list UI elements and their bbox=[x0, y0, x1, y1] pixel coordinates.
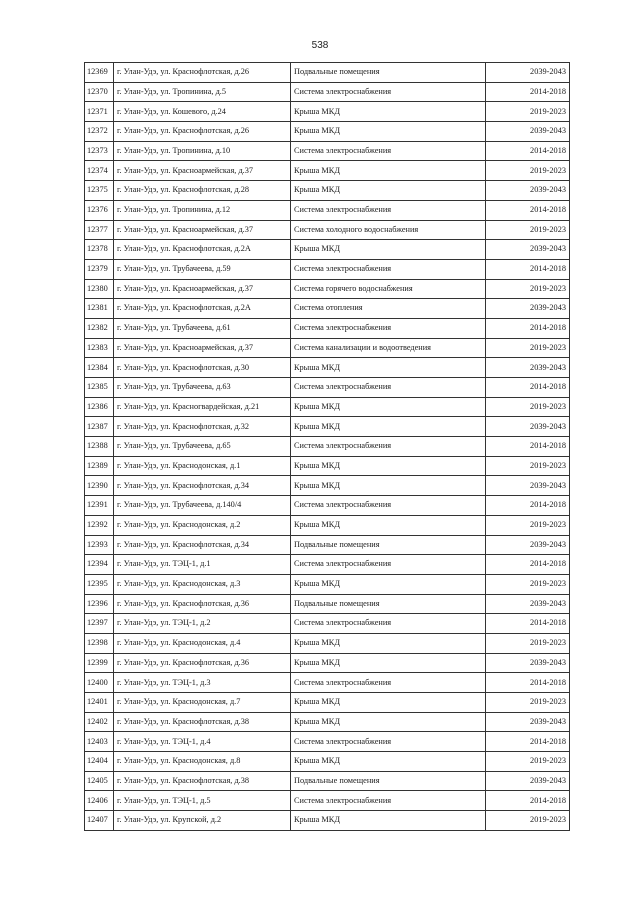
row-number-cell: 12402 bbox=[85, 712, 114, 732]
period-cell: 2039-2043 bbox=[486, 181, 570, 201]
period-cell: 2039-2043 bbox=[486, 63, 570, 83]
row-number-cell: 12374 bbox=[85, 161, 114, 181]
period-cell: 2039-2043 bbox=[486, 594, 570, 614]
table-row bbox=[85, 358, 570, 378]
work-type-cell: Подвальные помещения bbox=[291, 63, 486, 83]
table-row bbox=[85, 299, 570, 319]
table-row bbox=[85, 614, 570, 634]
work-type-cell: Подвальные помещения bbox=[291, 594, 486, 614]
address-cell: г. Улан-Удэ, ул. Краснодонская, д.7 bbox=[114, 693, 291, 713]
table-row bbox=[85, 82, 570, 102]
work-type-cell: Система электроснабжения bbox=[291, 791, 486, 811]
row-number-cell: 12384 bbox=[85, 358, 114, 378]
row-number-cell: 12387 bbox=[85, 417, 114, 437]
address-cell: г. Улан-Удэ, ул. Краснофлотская, д.34 bbox=[114, 535, 291, 555]
table-row bbox=[85, 141, 570, 161]
work-type-cell: Подвальные помещения bbox=[291, 535, 486, 555]
period-cell: 2039-2043 bbox=[486, 417, 570, 437]
address-cell: г. Улан-Удэ, ул. Краснодонская, д.2 bbox=[114, 515, 291, 535]
row-number-cell: 12377 bbox=[85, 220, 114, 240]
table-row bbox=[85, 633, 570, 653]
row-number-cell: 12382 bbox=[85, 318, 114, 338]
address-cell: г. Улан-Удэ, ул. ТЭЦ-1, д.5 bbox=[114, 791, 291, 811]
row-number-cell: 12403 bbox=[85, 732, 114, 752]
period-cell: 2014-2018 bbox=[486, 791, 570, 811]
address-cell: г. Улан-Удэ, ул. Крупской, д.2 bbox=[114, 811, 291, 831]
period-cell: 2039-2043 bbox=[486, 653, 570, 673]
address-cell: г. Улан-Удэ, ул. Трубачеева, д.63 bbox=[114, 378, 291, 398]
table-row bbox=[85, 712, 570, 732]
address-cell: г. Улан-Удэ, ул. ТЭЦ-1, д.1 bbox=[114, 555, 291, 575]
period-cell: 2014-2018 bbox=[486, 82, 570, 102]
work-type-cell: Крыша МКД bbox=[291, 122, 486, 142]
period-cell: 2019-2023 bbox=[486, 397, 570, 417]
row-number-cell: 12404 bbox=[85, 752, 114, 772]
row-number-cell: 12371 bbox=[85, 102, 114, 122]
period-cell: 2019-2023 bbox=[486, 811, 570, 831]
period-cell: 2014-2018 bbox=[486, 614, 570, 634]
period-cell: 2019-2023 bbox=[486, 279, 570, 299]
row-number-cell: 12405 bbox=[85, 771, 114, 791]
address-cell: г. Улан-Удэ, ул. Трубачеева, д.61 bbox=[114, 318, 291, 338]
table-row bbox=[85, 318, 570, 338]
address-cell: г. Улан-Удэ, ул. Краснофлотская, д.26 bbox=[114, 122, 291, 142]
address-cell: г. Улан-Удэ, ул. Трубачеева, д.65 bbox=[114, 437, 291, 457]
period-cell: 2014-2018 bbox=[486, 378, 570, 398]
row-number-cell: 12375 bbox=[85, 181, 114, 201]
work-type-cell: Крыша МКД bbox=[291, 161, 486, 181]
row-number-cell: 12390 bbox=[85, 476, 114, 496]
period-cell: 2014-2018 bbox=[486, 555, 570, 575]
address-cell: г. Улан-Удэ, ул. ТЭЦ-1, д.3 bbox=[114, 673, 291, 693]
address-cell: г. Улан-Удэ, ул. Тропинина, д.10 bbox=[114, 141, 291, 161]
work-type-cell: Крыша МКД bbox=[291, 712, 486, 732]
address-cell: г. Улан-Удэ, ул. Краснодонская, д.4 bbox=[114, 633, 291, 653]
table-row bbox=[85, 122, 570, 142]
period-cell: 2019-2023 bbox=[486, 633, 570, 653]
address-cell: г. Улан-Удэ, ул. Краснофлотская, д.32 bbox=[114, 417, 291, 437]
row-number-cell: 12385 bbox=[85, 378, 114, 398]
period-cell: 2039-2043 bbox=[486, 712, 570, 732]
row-number-cell: 12406 bbox=[85, 791, 114, 811]
table-row bbox=[85, 102, 570, 122]
row-number-cell: 12373 bbox=[85, 141, 114, 161]
address-cell: г. Улан-Удэ, ул. Краснофлотская, д.38 bbox=[114, 771, 291, 791]
period-cell: 2014-2018 bbox=[486, 259, 570, 279]
address-cell: г. Улан-Удэ, ул. Краснофлотская, д.2А bbox=[114, 240, 291, 260]
row-number-cell: 12391 bbox=[85, 496, 114, 516]
row-number-cell: 12407 bbox=[85, 811, 114, 831]
work-type-cell: Крыша МКД bbox=[291, 574, 486, 594]
address-cell: г. Улан-Удэ, ул. Краснофлотская, д.38 bbox=[114, 712, 291, 732]
address-cell: г. Улан-Удэ, ул. Красноармейская, д.37 bbox=[114, 220, 291, 240]
work-type-cell: Крыша МКД bbox=[291, 240, 486, 260]
address-cell: г. Улан-Удэ, ул. Краснофлотская, д.30 bbox=[114, 358, 291, 378]
table-row bbox=[85, 515, 570, 535]
address-cell: г. Улан-Удэ, ул. Краснодонская, д.1 bbox=[114, 456, 291, 476]
address-cell: г. Улан-Удэ, ул. Краснофлотская, д.36 bbox=[114, 653, 291, 673]
table-row bbox=[85, 574, 570, 594]
table-row bbox=[85, 673, 570, 693]
period-cell: 2014-2018 bbox=[486, 732, 570, 752]
table-row bbox=[85, 397, 570, 417]
period-cell: 2019-2023 bbox=[486, 220, 570, 240]
row-number-cell: 12400 bbox=[85, 673, 114, 693]
page-number: 538 bbox=[311, 40, 329, 51]
table-row bbox=[85, 63, 570, 83]
table-row bbox=[85, 437, 570, 457]
work-type-cell: Крыша МКД bbox=[291, 653, 486, 673]
row-number-cell: 12379 bbox=[85, 259, 114, 279]
work-type-cell: Система электроснабжения bbox=[291, 378, 486, 398]
period-cell: 2019-2023 bbox=[486, 161, 570, 181]
row-number-cell: 12395 bbox=[85, 574, 114, 594]
row-number-cell: 12381 bbox=[85, 299, 114, 319]
table-row bbox=[85, 240, 570, 260]
address-cell: г. Улан-Удэ, ул. Тропинина, д.12 bbox=[114, 200, 291, 220]
period-cell: 2039-2043 bbox=[486, 240, 570, 260]
table-row bbox=[85, 279, 570, 299]
address-cell: г. Улан-Удэ, ул. Краснофлотская, д.26 bbox=[114, 63, 291, 83]
row-number-cell: 12388 bbox=[85, 437, 114, 457]
period-cell: 2019-2023 bbox=[486, 515, 570, 535]
table-row bbox=[85, 752, 570, 772]
row-number-cell: 12389 bbox=[85, 456, 114, 476]
address-cell: г. Улан-Удэ, ул. Красноармейская, д.37 bbox=[114, 279, 291, 299]
work-type-cell: Система электроснабжения bbox=[291, 437, 486, 457]
work-type-cell: Система канализации и водоотведения bbox=[291, 338, 486, 358]
address-cell: г. Улан-Удэ, ул. Красногвардейская, д.21 bbox=[114, 397, 291, 417]
work-type-cell: Система электроснабжения bbox=[291, 259, 486, 279]
row-number-cell: 12369 bbox=[85, 63, 114, 83]
work-type-cell: Крыша МКД bbox=[291, 752, 486, 772]
registry-table bbox=[84, 62, 570, 831]
work-type-cell: Крыша МКД bbox=[291, 181, 486, 201]
table-row bbox=[85, 811, 570, 831]
address-cell: г. Улан-Удэ, ул. Трубачеева, д.59 bbox=[114, 259, 291, 279]
period-cell: 2039-2043 bbox=[486, 122, 570, 142]
table-row bbox=[85, 496, 570, 516]
work-type-cell: Система электроснабжения bbox=[291, 555, 486, 575]
table-row bbox=[85, 181, 570, 201]
period-cell: 2014-2018 bbox=[486, 437, 570, 457]
period-cell: 2014-2018 bbox=[486, 673, 570, 693]
address-cell: г. Улан-Удэ, ул. Краснофлотская, д.36 bbox=[114, 594, 291, 614]
period-cell: 2039-2043 bbox=[486, 299, 570, 319]
work-type-cell: Крыша МКД bbox=[291, 417, 486, 437]
table-row bbox=[85, 594, 570, 614]
row-number-cell: 12398 bbox=[85, 633, 114, 653]
work-type-cell: Система отопления bbox=[291, 299, 486, 319]
period-cell: 2019-2023 bbox=[486, 102, 570, 122]
period-cell: 2039-2043 bbox=[486, 358, 570, 378]
work-type-cell: Подвальные помещения bbox=[291, 771, 486, 791]
work-type-cell: Система электроснабжения bbox=[291, 141, 486, 161]
work-type-cell: Крыша МКД bbox=[291, 456, 486, 476]
work-type-cell: Крыша МКД bbox=[291, 358, 486, 378]
period-cell: 2019-2023 bbox=[486, 693, 570, 713]
address-cell: г. Улан-Удэ, ул. ТЭЦ-1, д.2 bbox=[114, 614, 291, 634]
work-type-cell: Крыша МКД bbox=[291, 515, 486, 535]
address-cell: г. Улан-Удэ, ул. Красноармейская, д.37 bbox=[114, 161, 291, 181]
table-row bbox=[85, 200, 570, 220]
row-number-cell: 12386 bbox=[85, 397, 114, 417]
work-type-cell: Система электроснабжения bbox=[291, 318, 486, 338]
work-type-cell: Система электроснабжения bbox=[291, 732, 486, 752]
work-type-cell: Система электроснабжения bbox=[291, 200, 486, 220]
address-cell: г. Улан-Удэ, ул. Красноармейская, д.37 bbox=[114, 338, 291, 358]
row-number-cell: 12378 bbox=[85, 240, 114, 260]
row-number-cell: 12370 bbox=[85, 82, 114, 102]
work-type-cell: Крыша МКД bbox=[291, 811, 486, 831]
work-type-cell: Крыша МКД bbox=[291, 693, 486, 713]
address-cell: г. Улан-Удэ, ул. Тропинина, д.5 bbox=[114, 82, 291, 102]
period-cell: 2014-2018 bbox=[486, 318, 570, 338]
row-number-cell: 12372 bbox=[85, 122, 114, 142]
registry-table-body bbox=[85, 63, 570, 831]
period-cell: 2039-2043 bbox=[486, 535, 570, 555]
table-row bbox=[85, 476, 570, 496]
table-row bbox=[85, 771, 570, 791]
table-row bbox=[85, 161, 570, 181]
address-cell: г. Улан-Удэ, ул. Краснофлотская, д.34 bbox=[114, 476, 291, 496]
row-number-cell: 12399 bbox=[85, 653, 114, 673]
address-cell: г. Улан-Удэ, ул. Краснодонская, д.3 bbox=[114, 574, 291, 594]
period-cell: 2014-2018 bbox=[486, 141, 570, 161]
table-row bbox=[85, 555, 570, 575]
address-cell: г. Улан-Удэ, ул. ТЭЦ-1, д.4 bbox=[114, 732, 291, 752]
table-row bbox=[85, 791, 570, 811]
period-cell: 2014-2018 bbox=[486, 200, 570, 220]
work-type-cell: Крыша МКД bbox=[291, 102, 486, 122]
table-row bbox=[85, 653, 570, 673]
address-cell: г. Улан-Удэ, ул. Краснофлотская, д.2А bbox=[114, 299, 291, 319]
row-number-cell: 12383 bbox=[85, 338, 114, 358]
address-cell: г. Улан-Удэ, ул. Краснодонская, д.8 bbox=[114, 752, 291, 772]
work-type-cell: Крыша МКД bbox=[291, 476, 486, 496]
address-cell: г. Улан-Удэ, ул. Трубачеева, д.140/4 bbox=[114, 496, 291, 516]
row-number-cell: 12401 bbox=[85, 693, 114, 713]
work-type-cell: Система горячего водоснабжения bbox=[291, 279, 486, 299]
work-type-cell: Система электроснабжения bbox=[291, 673, 486, 693]
period-cell: 2019-2023 bbox=[486, 456, 570, 476]
row-number-cell: 12393 bbox=[85, 535, 114, 555]
work-type-cell: Система электроснабжения bbox=[291, 82, 486, 102]
period-cell: 2039-2043 bbox=[486, 771, 570, 791]
work-type-cell: Система электроснабжения bbox=[291, 614, 486, 634]
address-cell: г. Улан-Удэ, ул. Краснофлотская, д.28 bbox=[114, 181, 291, 201]
work-type-cell: Крыша МКД bbox=[291, 397, 486, 417]
period-cell: 2019-2023 bbox=[486, 574, 570, 594]
table-row bbox=[85, 338, 570, 358]
table-row bbox=[85, 456, 570, 476]
work-type-cell: Система холодного водоснабжения bbox=[291, 220, 486, 240]
row-number-cell: 12396 bbox=[85, 594, 114, 614]
period-cell: 2039-2043 bbox=[486, 476, 570, 496]
table-row bbox=[85, 417, 570, 437]
row-number-cell: 12380 bbox=[85, 279, 114, 299]
table-row bbox=[85, 259, 570, 279]
work-type-cell: Система электроснабжения bbox=[291, 496, 486, 516]
table-row bbox=[85, 378, 570, 398]
table-row bbox=[85, 220, 570, 240]
address-cell: г. Улан-Удэ, ул. Кошевого, д.24 bbox=[114, 102, 291, 122]
table-row bbox=[85, 732, 570, 752]
row-number-cell: 12376 bbox=[85, 200, 114, 220]
period-cell: 2019-2023 bbox=[486, 338, 570, 358]
table-row bbox=[85, 693, 570, 713]
period-cell: 2014-2018 bbox=[486, 496, 570, 516]
table-row bbox=[85, 535, 570, 555]
work-type-cell: Крыша МКД bbox=[291, 633, 486, 653]
row-number-cell: 12394 bbox=[85, 555, 114, 575]
row-number-cell: 12397 bbox=[85, 614, 114, 634]
row-number-cell: 12392 bbox=[85, 515, 114, 535]
period-cell: 2019-2023 bbox=[486, 752, 570, 772]
